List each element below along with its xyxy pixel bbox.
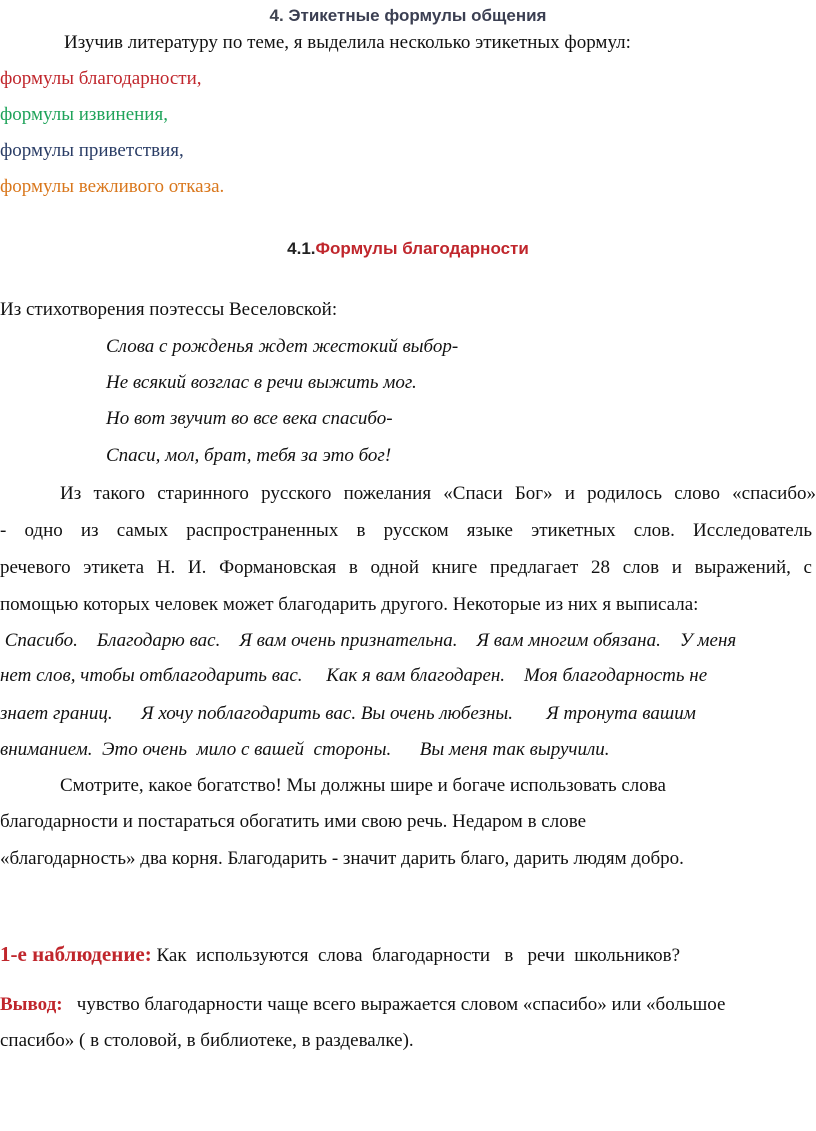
conclusion-line bbox=[0, 993, 816, 1017]
phrase-line: вниманием. Это очень мило с вашей стороны. Вы меня так выручили. bbox=[0, 739, 610, 760]
poem-line: Слова с рожденья ждет жестокий выбор- bbox=[106, 336, 459, 357]
poem-line: Не всякий возглас в речи выжить мог. bbox=[106, 372, 417, 393]
phrase-line: знает границ. Я хочу поблагодарить вас. Вы очень любезны. Я тронута вашим bbox=[0, 703, 696, 724]
formula-greeting: формулы приветствия, bbox=[0, 140, 184, 161]
observation-question: Как используются слова благодарности в речи школьников? bbox=[151, 945, 681, 966]
formula-refusal: формулы вежливого отказа. bbox=[0, 176, 225, 197]
subsection-number: 4.1. bbox=[287, 239, 316, 258]
poem-intro: Из стихотворения поэтессы Веселовской: bbox=[0, 299, 338, 320]
paragraph-line: «благодарность» два корня. Благодарить - значит дарить благо, дарить людям добро. bbox=[0, 848, 684, 869]
observation-line bbox=[0, 942, 816, 968]
section-title: Этикетные формулы общения bbox=[288, 6, 547, 25]
section-number: 4. bbox=[269, 6, 289, 25]
paragraph-line: Из такого старинного русского пожелания «Спаси Бог» и родилось слово «спасибо» bbox=[60, 483, 816, 504]
phrase-line: Спасибо. Благодарю вас. Я вам очень признательна. Я вам многим обязана. У меня bbox=[0, 630, 737, 651]
conclusion-text-continued: спасибо» ( в столовой, в библиотеке, в раздевалке). bbox=[0, 1030, 414, 1051]
observation-label: 1-е наблюдение: bbox=[0, 942, 152, 966]
subsection-heading bbox=[0, 237, 816, 261]
conclusion-label: Вывод: bbox=[0, 994, 63, 1015]
formula-apology: формулы извинения, bbox=[0, 104, 168, 125]
poem-line: Но вот звучит во все века спасибо- bbox=[106, 408, 393, 429]
paragraph-line: помощью которых человек может благодарить другого. Некоторые из них я выписала: bbox=[0, 594, 699, 615]
paragraph-line: речевого этикета Н. И. Формановская в одной книге предлагает 28 слов и выражений, с bbox=[0, 557, 812, 578]
poem-line: Спаси, мол, брат, тебя за это бог! bbox=[106, 445, 392, 466]
section-heading bbox=[0, 4, 816, 28]
conclusion-text: чувство благодарности чаще всего выражается словом «спасибо» или «большое bbox=[62, 994, 726, 1015]
phrase-line: нет слов, чтобы отблагодарить вас. Как я вам благодарен. Моя благодарность не bbox=[0, 665, 708, 686]
formula-gratitude: формулы благодарности, bbox=[0, 68, 202, 89]
paragraph-line: - одно из самых распространенных в русском языке этикетных слов. Исследователь bbox=[0, 520, 812, 541]
paragraph-line: благодарности и постараться обогатить ими свою речь. Недаром в слове bbox=[0, 811, 587, 832]
paragraph-line: Смотрите, какое богатство! Мы должны шире и богаче использовать слова bbox=[60, 775, 666, 796]
intro-text: Изучив литературу по теме, я выделила несколько этикетных формул: bbox=[64, 32, 631, 53]
subsection-title: Формулы благодарности bbox=[315, 239, 529, 258]
